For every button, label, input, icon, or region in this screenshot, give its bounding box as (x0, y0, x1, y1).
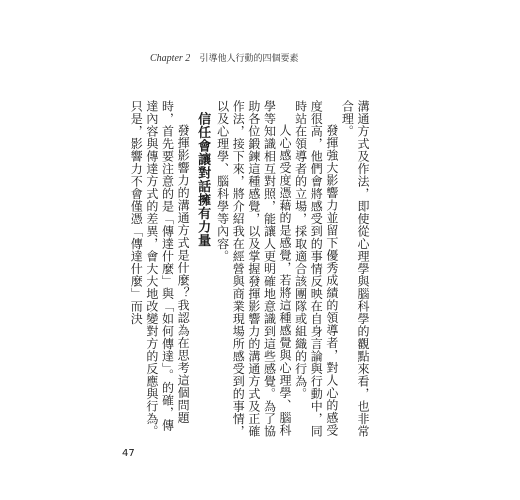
running-header (150, 51, 298, 64)
chapter-title: 引導他人行動的四個要素 (199, 54, 299, 64)
paragraph: 人心感受度憑藉的是感覺，若將這種感覺與心理學、腦科學等知識相互對照，能讓人更明確地意識到這些感覺。為了協助各位鍛鍊這種感覺，以及掌握發揮影響力的溝通方式及正確作法，接下來，將介紹我在經營與商業現場所感受到的事情，以及心理學、腦科學等內容。 (215, 100, 293, 438)
body-text (128, 100, 370, 440)
page-number: 47 (122, 448, 135, 459)
section-heading: 信任會讓對話擁有力量 (195, 112, 211, 247)
chapter-label: Chapter 2 (150, 53, 191, 64)
paragraph: 發揮強大影響力並留下優秀成績的領導者，對人心的感受度很高，他們會將感受到的事情反映在自身言論與行動中，同時站在領導者的立場，採取適合該團隊或組織的行為。 (293, 100, 339, 438)
paragraph-continued: 溝通方式及作法，即使從心理學與腦科學的觀點來看，也非常合理。 (340, 100, 370, 438)
paragraph: 發揮影響力的溝通方式是什麼？我認為在思考這個問題時，首先要注意的是「傳達什麼」與「如何傳達」。的確，傳達內容與傳達方式的差異，會大大地改變對方的反應與行為。只是，影響力不會僅憑「傳達什麼」而決 (129, 100, 191, 438)
